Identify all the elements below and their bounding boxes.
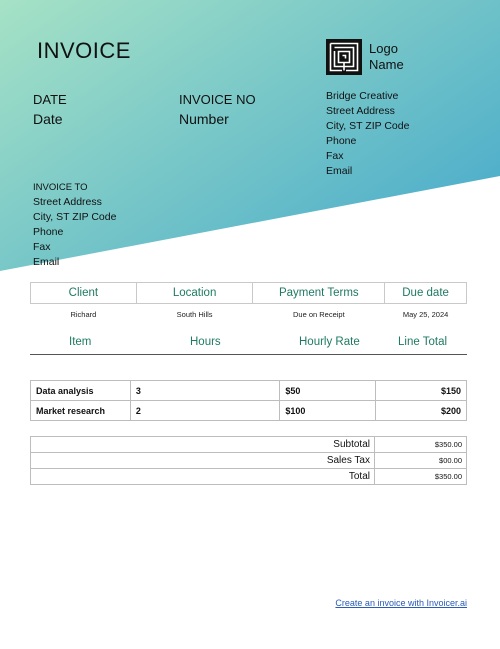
item-total: $150	[376, 381, 467, 401]
item-hours: 3	[130, 381, 280, 401]
subtotal-value: $350.00	[375, 437, 467, 453]
client-value: Richard	[70, 309, 97, 319]
subtotal-row	[31, 437, 467, 453]
item-rate: $100	[280, 401, 376, 421]
logo	[326, 39, 404, 75]
table-row	[31, 401, 467, 421]
subtotal-label: Subtotal	[31, 437, 375, 453]
client-header: Client	[31, 283, 137, 304]
due-date-value: May 25, 2024	[402, 309, 449, 319]
items-header	[30, 334, 467, 355]
item-name: Market research	[31, 401, 131, 421]
item-rate: $50	[280, 381, 376, 401]
invoice-no-label: INVOICE NO	[179, 92, 256, 107]
sender-email: Email	[326, 165, 353, 177]
location-header: Location	[136, 283, 253, 304]
hours-column-header: Hours	[190, 336, 221, 348]
meta-header-row	[31, 283, 467, 304]
total-value: $350.00	[375, 469, 467, 485]
create-invoice-link[interactable]: Create an invoice with Invoicer.ai	[335, 598, 467, 608]
sender-phone: Phone	[326, 135, 357, 147]
sales-tax-label: Sales Tax	[31, 453, 375, 469]
meta-value-row	[31, 304, 467, 325]
invoice-to-email: Email	[33, 256, 60, 268]
item-name: Data analysis	[31, 381, 131, 401]
item-column-header: Item	[69, 336, 92, 348]
date-value: Date	[33, 111, 63, 127]
invoice-to-fax: Fax	[33, 241, 51, 253]
date-label: DATE	[33, 92, 67, 107]
logo-line-2: Name	[369, 57, 404, 72]
sender-street: Street Address	[326, 105, 395, 117]
sales-tax-row	[31, 453, 467, 469]
logo-line-1: Logo	[369, 41, 398, 56]
invoice-to-label: INVOICE TO	[33, 182, 88, 193]
invoice-to-phone: Phone	[33, 226, 64, 238]
table-row	[31, 381, 467, 401]
payment-terms-header: Payment Terms	[253, 283, 385, 304]
due-date-header: Due date	[385, 283, 467, 304]
sender-city: City, ST ZIP Code	[326, 120, 410, 132]
sender-name: Bridge Creative	[326, 90, 399, 102]
invoice-to-block	[33, 180, 116, 270]
maze-logo-icon	[326, 39, 362, 75]
line-total-column-header: Line Total	[398, 336, 448, 348]
sender-address	[326, 89, 409, 179]
invoice-title: INVOICE	[37, 38, 131, 63]
invoice-to-city: City, ST ZIP Code	[33, 211, 117, 223]
item-total: $200	[376, 401, 467, 421]
sales-tax-value: $00.00	[375, 453, 467, 469]
total-label: Total	[31, 469, 375, 485]
location-value: South Hills	[176, 309, 213, 319]
items-table	[30, 380, 467, 421]
item-hours: 2	[130, 401, 280, 421]
invoice-no-value: Number	[179, 111, 229, 127]
invoice-meta-table	[30, 282, 467, 324]
total-row	[31, 469, 467, 485]
sender-fax: Fax	[326, 150, 344, 162]
invoice-to-street: Street Address	[33, 196, 102, 208]
payment-terms-value: Due on Receipt	[292, 309, 345, 319]
rate-column-header: Hourly Rate	[299, 336, 360, 348]
totals-table	[30, 436, 467, 485]
